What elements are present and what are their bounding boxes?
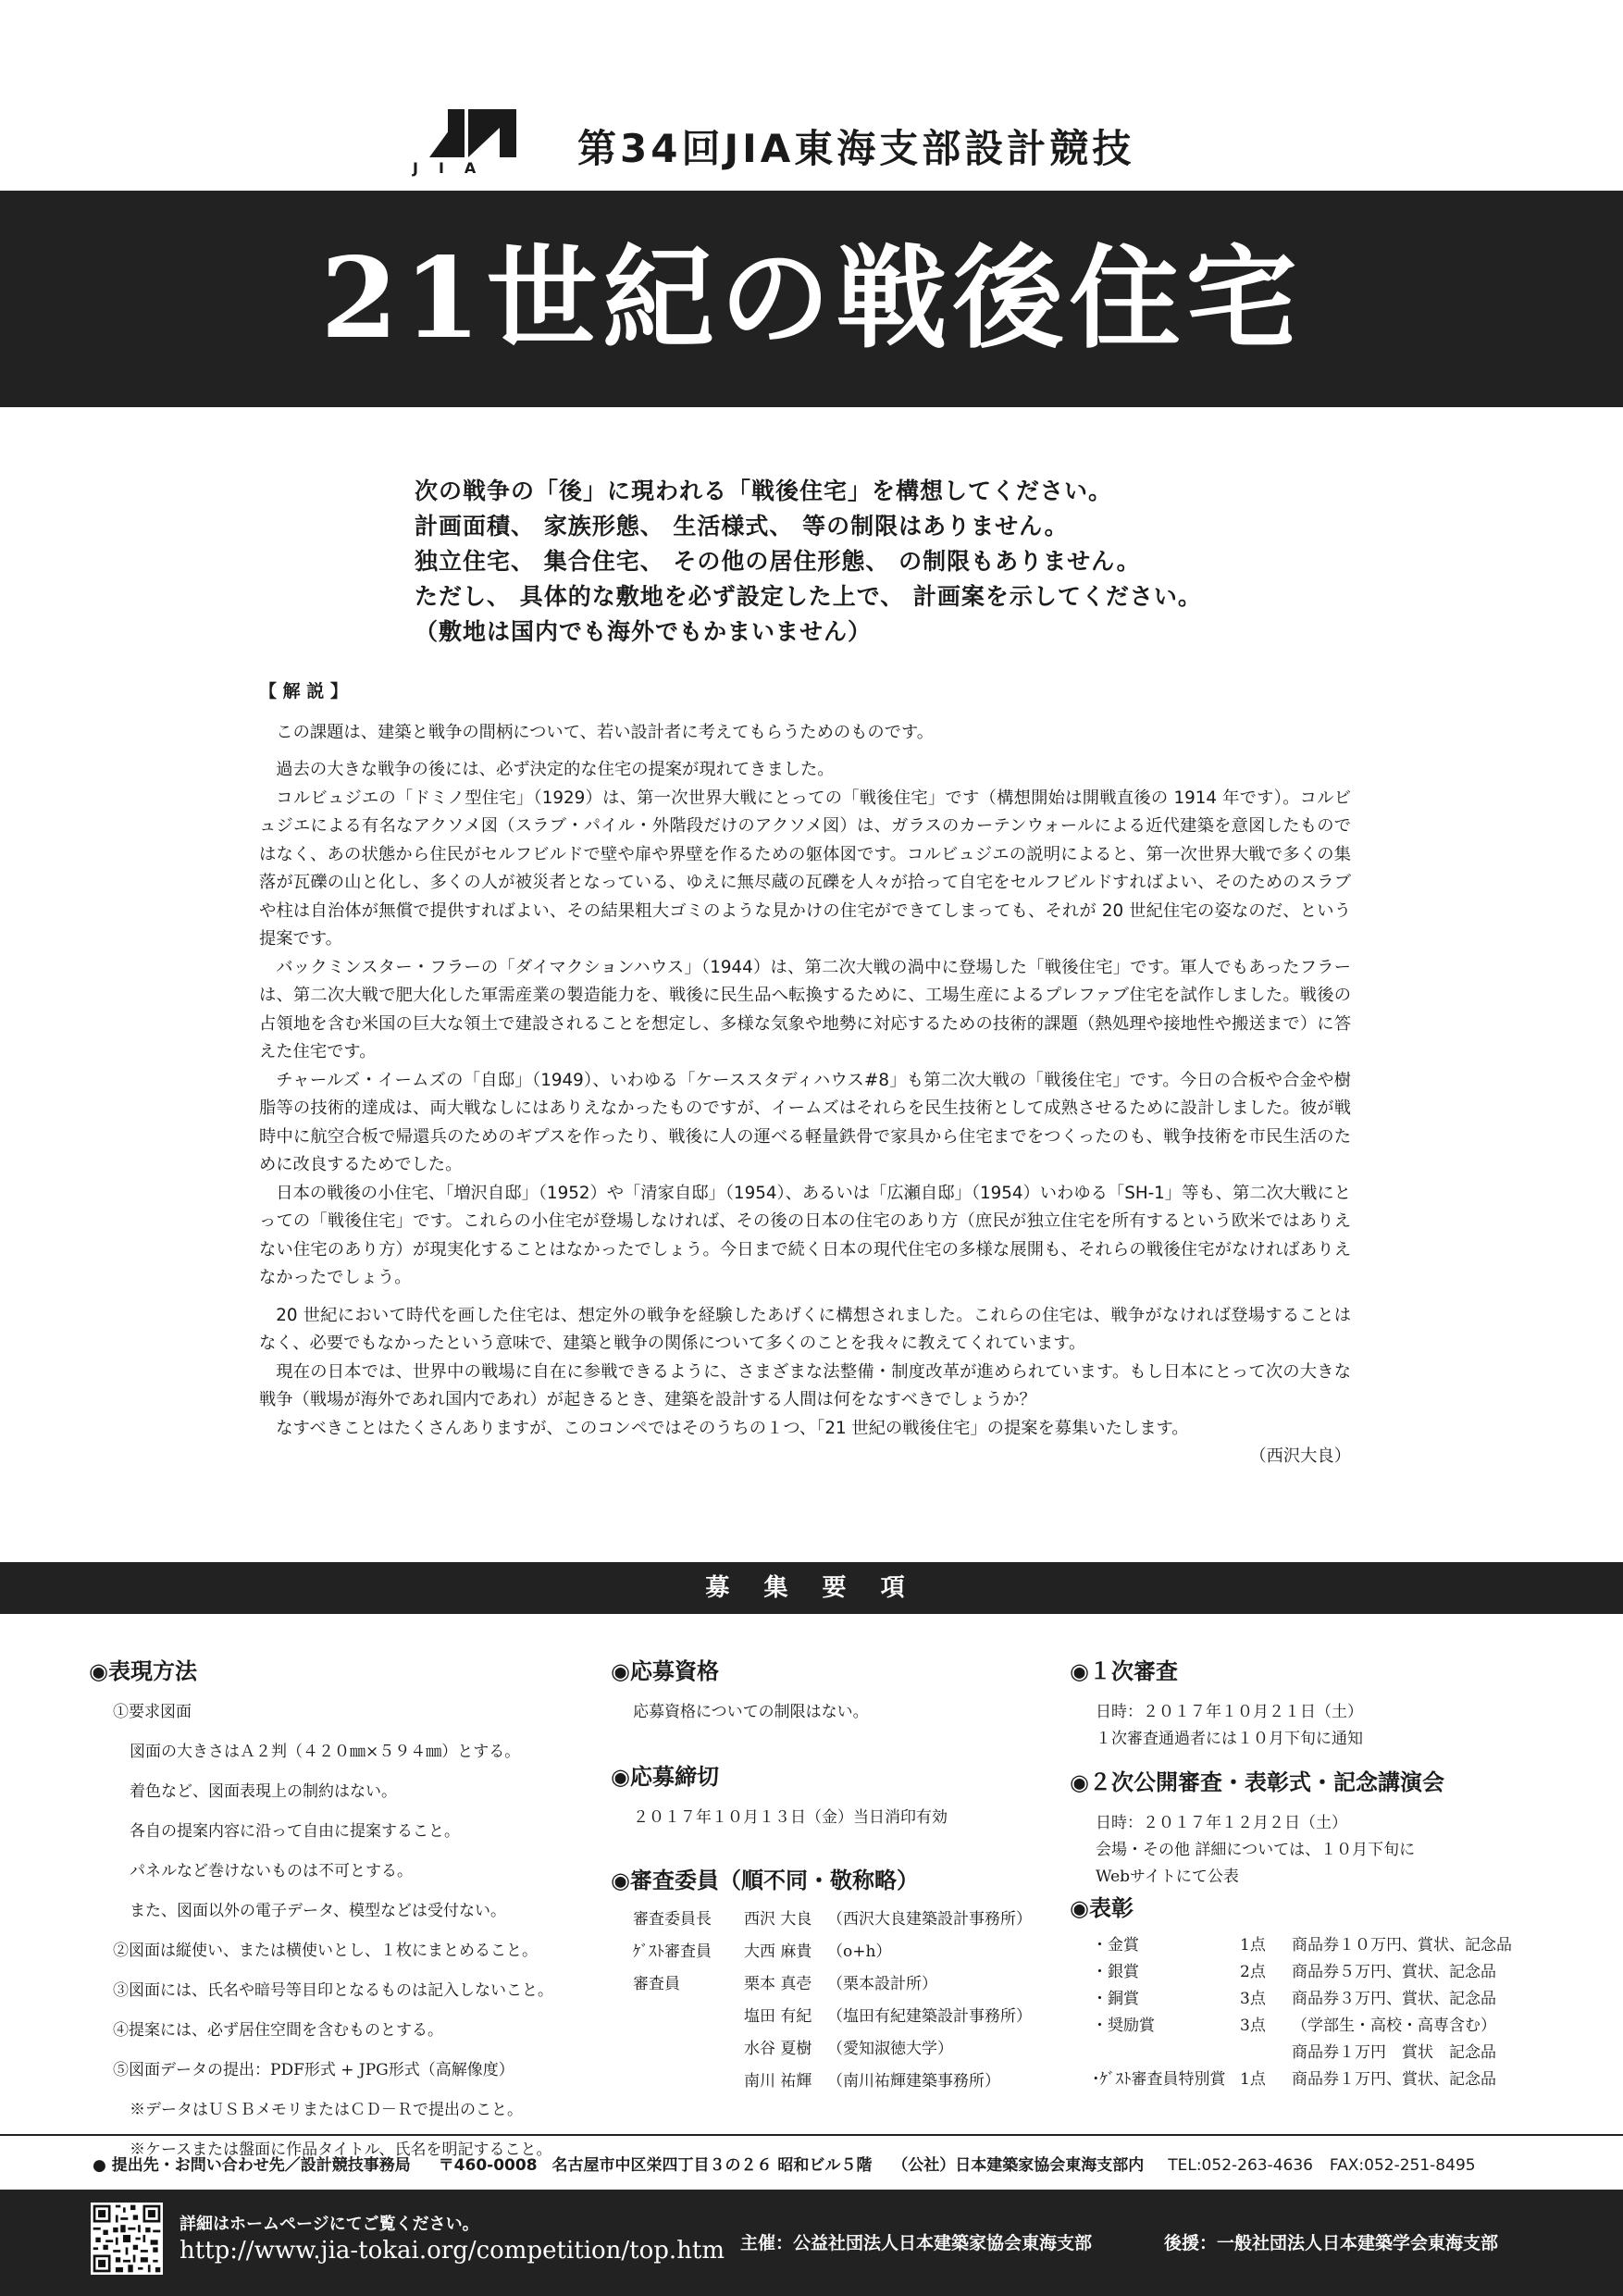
- support-text: 後援：一般社団法人日本建築学会東海支部: [1164, 2233, 1499, 2253]
- award-row: [1092, 1985, 1606, 2008]
- award-prize: 商品券１万円、賞状、記念品: [1292, 2070, 1496, 2089]
- judge-row: [633, 2067, 1055, 2091]
- expression-line: ※データはＵＳＢメモリまたはＣＤ－Ｒで提出のこと。: [130, 2101, 523, 2119]
- award-prize: （学部生・高校・高専含む）: [1292, 2017, 1496, 2035]
- expression-line: ①要求図面: [113, 1703, 192, 1721]
- expression-line: また、図面以外の電子データ、模型などは受付ない。: [130, 1902, 506, 1920]
- second-review-heading: ◉２次公開審査・表彰式・記念講演会: [1070, 1769, 1444, 1795]
- award-row: [1092, 1931, 1606, 1955]
- judge-org: （愛知淑徳大学）: [827, 2040, 953, 2058]
- award-name: ･ｹﾞｽﾄ審査員特別賞: [1092, 2070, 1226, 2089]
- commentary-paragraph: この課題は、建築と戦争の間柄について、若い設計者に考えてもらうためのものです。: [276, 722, 935, 742]
- award-count: 3点: [1240, 2017, 1266, 2035]
- prompt-line: 次の戦争の「後」に現われる「戦後住宅」を構想してください。: [415, 478, 1113, 504]
- main-title: 21世紀の戦後住宅: [320, 233, 1303, 364]
- first-review-line: 日時：２０１７年１０月２１日（土）: [1096, 1703, 1363, 1721]
- commentary-heading: 【 解 説 】: [259, 681, 348, 701]
- award-name: ・銅賞: [1092, 1990, 1139, 2008]
- judge-org: （o+h）: [827, 1942, 892, 1961]
- judges-section: [611, 1862, 1055, 2091]
- commentary-signature: （西沢大良）: [1249, 1446, 1351, 1466]
- expression-line: ②図面は縦使い、または横使いとし、１枚にまとめること。: [113, 1942, 538, 1960]
- judge-name: 水谷 夏樹: [744, 2040, 812, 2058]
- contact-org: （公社）日本建築家協会東海支部内: [892, 2156, 1145, 2175]
- commentary-paragraph: バックミンスター・フラーの「ダイマクションハウス」（1944）は、第二次大戦の渦中に登場した「戦後住宅」です。軍人でもあったフラーは、第二次大戦で肥大化した軍需産業の製造能力を、戦後に民生品へ転換するために、工場生産によるプレファブ住宅を試作しました。戦後の占領地を含む米国の巨大な領土で建設されることを想定し、多様な気象や地勢に対応するための技術的課題（熱処理や接地性や搬送まで）に答えた住宅です。: [259, 957, 1351, 1061]
- contact-tel: TEL:052-263-4636: [1168, 2156, 1313, 2175]
- judge-role: 審査委員長: [633, 1910, 712, 1929]
- eligibility-section: [611, 1653, 1055, 1721]
- award-count: 1点: [1240, 1936, 1266, 1955]
- second-review-line: 日時：２０１７年１２月２日（土）: [1096, 1814, 1347, 1832]
- judge-role: [633, 2067, 744, 2091]
- award-row: [1092, 2039, 1606, 2062]
- divider: [0, 2134, 1623, 2136]
- award-count: [1240, 2039, 1292, 2062]
- contact-fax: FAX:052-251-8495: [1329, 2156, 1476, 2175]
- prompt-line: 独立住宅、 集合住宅、 その他の居住形態、 の制限もありません。: [415, 548, 1141, 575]
- prompt-line: （敷地は国内でも海外でもかまいません）: [415, 618, 873, 645]
- commentary-paragraph: 20 世紀において時代を画した住宅は、想定外の戦争を経験したあげくに構想されました。これらの住宅は、戦争がなければ登場することはなく、必要でもなかったという意味で、建築と戦争の関係について多くのことを我々に教えてくれています。: [259, 1305, 1351, 1353]
- judge-row: [633, 2035, 1055, 2058]
- second-review-line: 会場・その他 詳細については、１０月下旬に: [1096, 1841, 1416, 1859]
- deadline-section: [611, 1758, 1055, 1827]
- judge-role: [633, 2003, 744, 2026]
- judge-row: [633, 1905, 1055, 1929]
- second-review-section: [1070, 1764, 1588, 1886]
- contact-info: [93, 2152, 1476, 2175]
- award-name: [1092, 2039, 1240, 2062]
- second-review-line: Webサイトにて公表: [1096, 1868, 1239, 1886]
- award-name: ・銀賞: [1092, 1963, 1139, 1981]
- expression-line: 各自の提案内容に沿って自由に提案すること。: [130, 1822, 460, 1841]
- expression-line: ※ケースまたは盤面に作品タイトル、氏名を明記すること。: [130, 2141, 552, 2159]
- expression-line: 図面の大きさはＡ２判（４２０㎜×５９４㎜）とする。: [130, 1743, 521, 1761]
- award-name: ・奨励賞: [1092, 2017, 1155, 2035]
- first-review-heading: ◉１次審査: [1070, 1658, 1178, 1684]
- expression-line: ⑤図面データの提出：PDF形式 + JPG形式（高解像度）: [113, 2061, 514, 2079]
- awards-heading: ◉表彰: [1070, 1895, 1134, 1921]
- award-prize: 商品券１０万円、賞状、記念品: [1292, 1936, 1512, 1955]
- contact-address: 名古屋市中区栄四丁目３の２６ 昭和ビル５階: [551, 2156, 873, 2175]
- judge-org: （塩田有紀建築設計事務所）: [827, 2007, 1032, 2026]
- contact-label: ● 提出先・お問い合わせ先／設計競技事務局: [93, 2156, 411, 2175]
- deadline-heading: ◉応募締切: [611, 1764, 719, 1790]
- judge-org: （西沢大良建築設計事務所）: [827, 1910, 1032, 1929]
- deadline-text: ２０１７年１０月１３日（金）当日消印有効: [633, 1808, 948, 1827]
- expression-line: 着色など、図面表現上の制約はない。: [130, 1782, 397, 1801]
- qr-code-icon: [91, 2203, 163, 2275]
- award-prize: 商品券３万円、賞状、記念品: [1292, 1990, 1496, 2008]
- expression-line: ④提案には、必ず居住空間を含むものとする。: [113, 2021, 443, 2040]
- expression-heading: ◉表現方法: [89, 1658, 197, 1684]
- judge-name: 大西 麻貴: [744, 1942, 812, 1961]
- requirements-title: 募 集 要 項: [705, 1574, 918, 1602]
- eligibility-text: 応募資格についての制限はない。: [633, 1703, 869, 1721]
- logo-text: JIA: [413, 159, 497, 177]
- footer-url-link[interactable]: http://www.jia-tokai.org/competition/top.htm: [180, 2237, 725, 2265]
- first-review-line: １次審査通過者には１０月下旬に通知: [1096, 1730, 1363, 1748]
- award-prize: 商品券５万円、賞状、記念品: [1292, 1963, 1496, 1981]
- prompt-line: 計画面積、 家族形態、 生活様式、 等の制限はありません。: [415, 513, 1069, 540]
- award-count: 2点: [1240, 1963, 1266, 1981]
- commentary: [259, 677, 1351, 1471]
- expression-section: [89, 1653, 607, 2159]
- award-count: 1点: [1240, 2070, 1266, 2089]
- judge-name: 塩田 有紀: [744, 2007, 812, 2026]
- award-row: [1092, 2066, 1606, 2089]
- award-row: [1092, 1958, 1606, 1981]
- award-row: [1092, 2012, 1606, 2035]
- judge-row: [633, 2003, 1055, 2026]
- judge-name: 栗本 真壱: [744, 1975, 812, 1993]
- judge-org: （栗本設計所）: [827, 1975, 937, 1993]
- eligibility-heading: ◉応募資格: [611, 1658, 719, 1684]
- award-prize: 商品券１万円 賞状 記念品: [1292, 2043, 1496, 2062]
- sponsor-text: 主催：公益社団法人日本建築家協会東海支部: [740, 2233, 1093, 2253]
- footer-note: 詳細はホームページにてご覧ください。: [180, 2215, 479, 2234]
- prompt-line: ただし、 具体的な敷地を必ず設定した上で、 計画案を示してください。: [415, 583, 1202, 610]
- awards-section: [1070, 1890, 1606, 2089]
- expression-line: パネルなど巻けないものは不可とする。: [130, 1862, 413, 1880]
- expression-line: ③図面には、氏名や暗号等目印となるものは記入しないこと。: [113, 1981, 553, 2000]
- award-count: 3点: [1240, 1990, 1266, 2008]
- competition-title: 第34回JIA東海支部設計競技: [577, 126, 1135, 171]
- judge-org: （南川祐輝建築事務所）: [827, 2072, 1000, 2091]
- first-review-section: [1070, 1653, 1588, 1748]
- contact-postal: 〒460-0008: [438, 2156, 538, 2175]
- commentary-paragraph: コルビュジエの「ドミノ型住宅」（1929）は、第一次世界大戦にとっての「戦後住宅」です（構想開始は開戦直後の 1914 年です）。コルビュジエによる有名なアクソメ図（スラブ・パイル・外階段だけのアクソメ図）は、ガラスのカーテンウォールによる近代建築を意図したものではなく、あの状態から住民がセルフビルドで壁や扉や界壁を作るための躯体図です。コルビュジエの説明によると、第一次世界大戦で多くの集落が瓦礫の山と化し、多くの人が被災者となっている、ゆえに無尽蔵の瓦礫を人々が拾って自宅をセルフビルドすればよい、そのためのスラブや柱は自治体が無償で提供すればよい、その結果粗大ゴミのような見かけの住宅ができてしまっても、それが 20 世紀住宅の姿なのだ、という提案です。: [259, 788, 1351, 949]
- commentary-paragraph: 現在の日本では、世界中の戦場に自在に参戦できるように、さまざまな法整備・制度改革が進められています。もし日本にとって次の大きな戦争（戦場が海外であれ国内であれ）が起きるとき、建築を設計する人間は何をなすべきでしょうか？: [259, 1361, 1351, 1409]
- commentary-paragraph: 日本の戦後の小住宅、「増沢自邸」（1952）や「清家自邸」（1954）、あるいは「広瀬自邸」（1954）いわゆる「SH-1」等も、第二次大戦にとっての「戦後住宅」です。これらの小住宅が登場しなければ、その後の日本の住宅のあり方（庶民が独立住宅を所有するという欧米ではありえない住宅のあり方）が現実化することはなかったでしょう。今日まで続く日本の現代住宅の多様な展開も、それらの戦後住宅がなければありえなかったでしょう。: [259, 1183, 1351, 1287]
- judge-name: 西沢 大良: [744, 1910, 812, 1929]
- judge-row: [633, 1938, 1055, 1961]
- commentary-paragraph: チャールズ・イームズの「自邸」（1949）、いわゆる「ケーススタディハウス#8」も第二次大戦の「戦後住宅」です。今日の合板や合金や樹脂等の技術的達成は、両大戦なしにはありえなかったものですが、イームズはそれらを民生技術として成熟させるために設計しました。彼が戦時中に航空合板で帰還兵のためのギプスを作ったり、戦後に人の運べる軽量鉄骨で家具から住宅までをつくったのも、戦争技術を市民生活のために改良するためでした。: [259, 1070, 1351, 1174]
- judge-role: 審査員: [633, 1975, 680, 1993]
- theme-prompt: [415, 474, 1340, 650]
- judge-role: ｹﾞｽﾄ審査員: [633, 1942, 712, 1961]
- commentary-paragraph: 過去の大きな戦争の後には、必ず決定的な住宅の提案が現れてきました。: [276, 760, 835, 779]
- commentary-paragraph: なすべきことはたくさんありますが、このコンペではそのうちの１つ、「21 世紀の戦後住宅」の提案を募集いたします。: [276, 1418, 1189, 1438]
- judges-heading: ◉審査委員（順不同・敬称略）: [611, 1868, 919, 1893]
- judge-role: [633, 2035, 744, 2058]
- judge-row: [633, 1970, 1055, 1993]
- award-name: ・金賞: [1092, 1936, 1139, 1955]
- judge-name: 南川 祐輝: [744, 2072, 812, 2091]
